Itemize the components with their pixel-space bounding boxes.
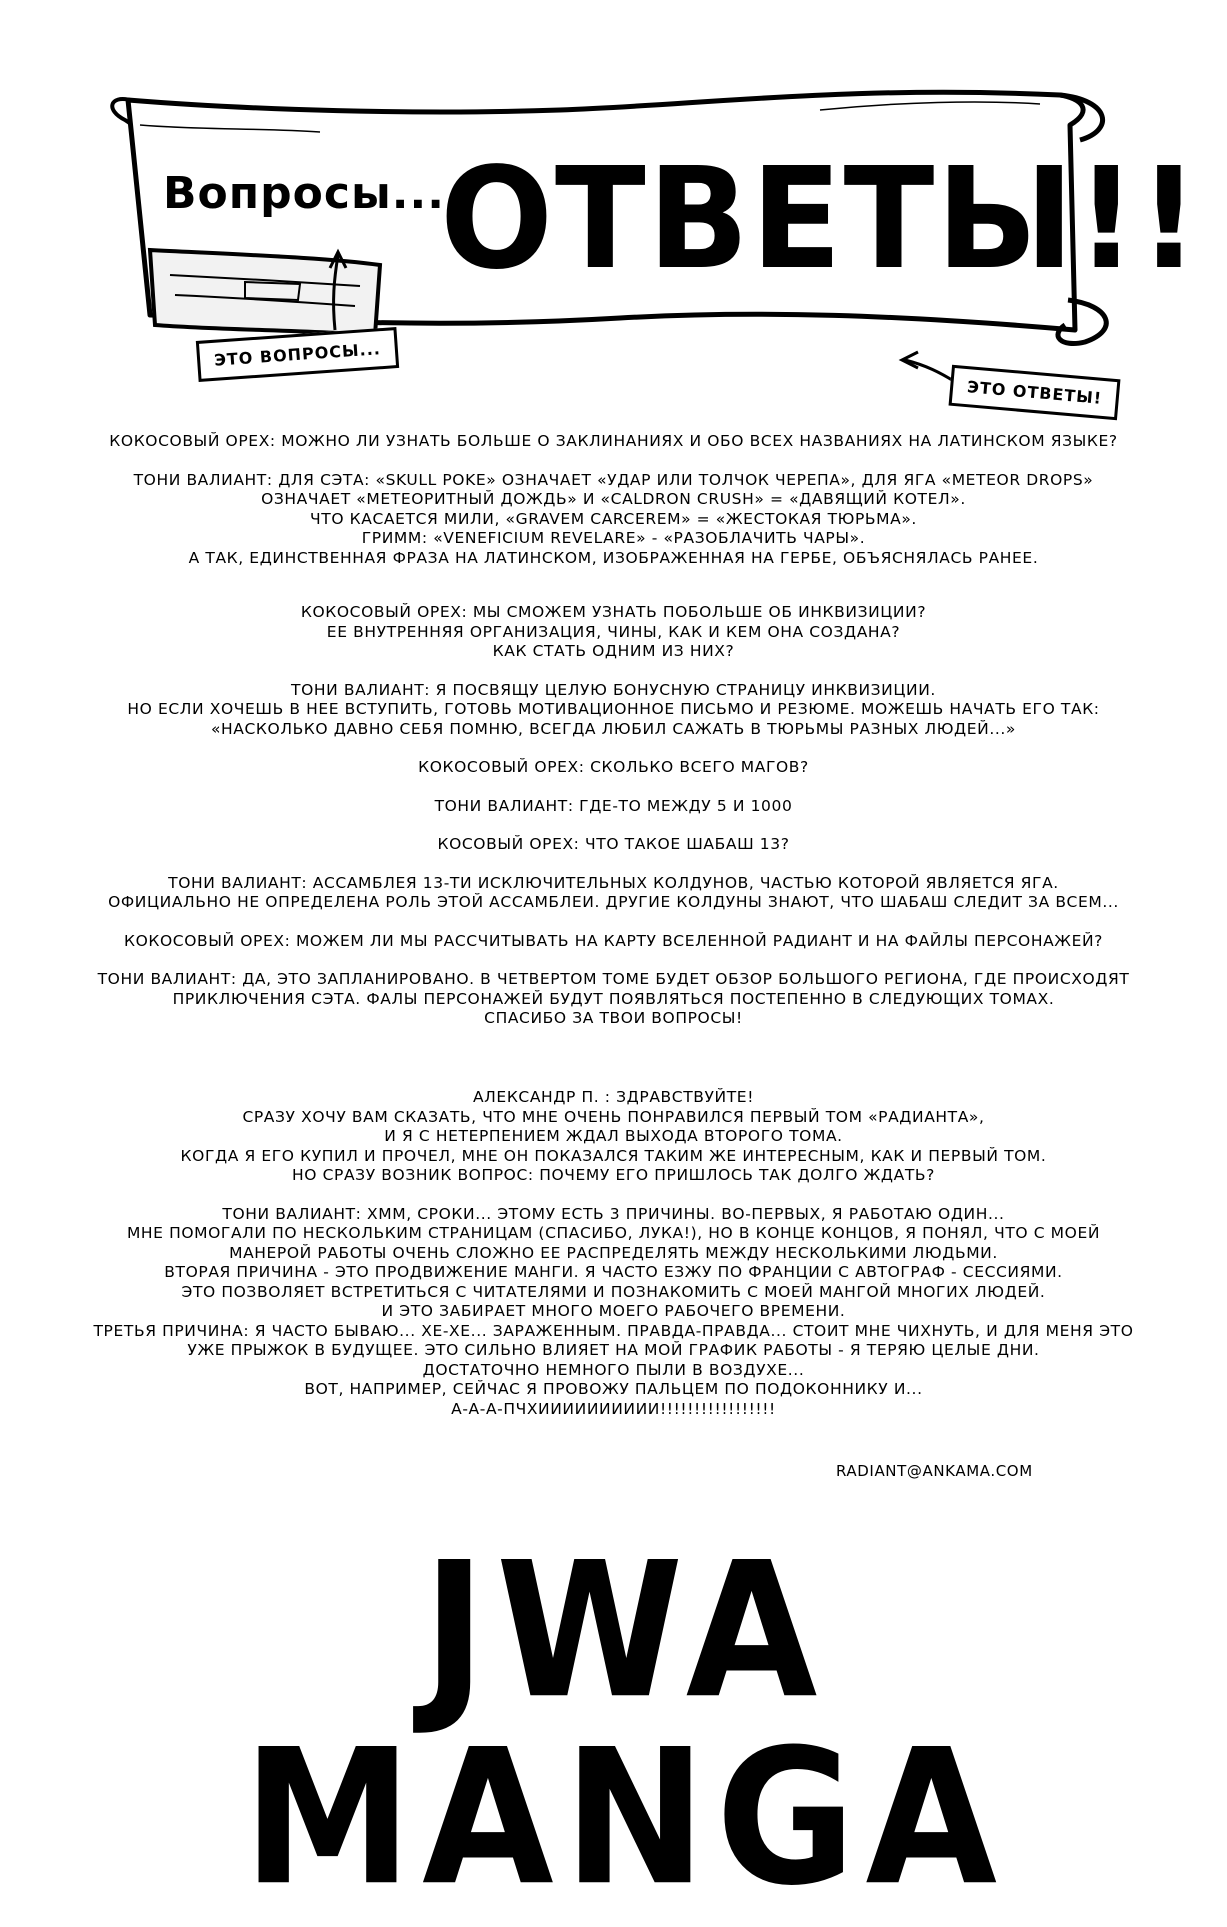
answer-mages: ТОНИ ВАЛИАНТ: ГДЕ-ТО МЕЖДУ 5 И 1000 (434, 796, 793, 815)
author-reply: ТОНИ ВАЛИАНТ: ХММ, СРОКИ... ЭТОМУ ЕСТЬ 3 ПРИЧИНЫ. ВО-ПЕРВЫХ, Я РАБОТАЮ ОДИН... МНЕ ПОМОГАЛИ ПО НЕСКОЛЬКИМ СТРАНИЦАМ (СПАСИБО, ЛУКА!), НО В КОНЦЕ КОНЦОВ, Я ПОНЯЛ, ЧТО С МОЕЙ МАНЕРОЙ РАБОТЫ ОЧЕНЬ СЛОЖНО ЕЕ РАСПРЕДЕЛЯТЬ МЕЖДУ НЕСКОЛЬКИМИ ЛЮДЬМИ. ВТОРАЯ ПРИЧИНА - ЭТО ПРОДВИЖЕНИЕ МАНГИ. Я ЧАСТО ЕЗЖУ ПО ФРАНЦИИ С АВТОГРАФ - СЕССИЯМИ. ЭТО ПОЗВОЛЯЕТ ВСТРЕТИТЬСЯ С ЧИТАТЕЛЯМИ И ПОЗНАКОМИТЬ С МОЕЙ МАНГОЙ МНОГИХ ЛЮДЕЙ. И ЭТО ЗАБИРАЕТ МНОГО МОЕГО РАБОЧЕГО ВРЕМЕНИ. ТРЕТЬЯ ПРИЧИНА: Я ЧАСТО БЫВАЮ... ХЕ-ХЕ... ЗАРАЖЕННЫМ. ПРАВДА-ПРАВДА... СТОИТ МНЕ ЧИХНУТЬ, И ДЛЯ МЕНЯ ЭТО УЖЕ ПРЫЖОК В БУДУЩЕЕ. ЭТО СИЛЬНО ВЛИЯЕТ НА МОЙ ГРАФИК РАБОТЫ - Я ТЕРЯЮ ЦЕЛЫЕ ДНИ. ДОСТАТОЧНО НЕМНОГО ПЫЛИ В ВОЗДУХЕ... ВОТ, НАПРИМЕР, СЕЙЧАС Я ПРОВОЖУ ПАЛЬЦЕМ ПО ПОДОКОННИКУ И... А-А-А-ПЧХИИИИИИИИИИ!!!!!!!!!!!!!!!!! (93, 1204, 1134, 1418)
answer-inquisition: ТОНИ ВАЛИАНТ: Я ПОСВЯЩУ ЦЕЛУЮ БОНУСНУЮ СТРАНИЦУ ИНКВИЗИЦИИ. НО ЕСЛИ ХОЧЕШЬ В НЕЕ ВСТУПИТЬ, ГОТОВЬ МОТИВАЦИОННОЕ ПИСЬМО И РЕЗЮМЕ. МОЖЕШЬ НАЧАТЬ ЕГО ТАК: «НАСКОЛЬКО ДАВНО СЕБЯ ПОМНЮ, ВСЕГДА ЛЮБИЛ САЖАТЬ В ТЮРЬМЫ РАЗНЫХ ЛЮДЕЙ...» (127, 680, 1100, 738)
qa-section-latin (0, 432, 1227, 587)
answer-map: ТОНИ ВАЛИАНТ: ДА, ЭТО ЗАПЛАНИРОВАНО. В ЧЕТВЕРТОМ ТОМЕ БУДЕТ ОБЗОР БОЛЬШОГО РЕГИОНА, ГДЕ ПРОИСХОДЯТ ПРИКЛЮЧЕНИЯ СЭТА. ФАЛЫ ПЕРСОНАЖЕЙ БУДУТ ПОЯВЛЯТЬСЯ ПОСТЕПЕННО В СЛЕДУЮЩИХ ТОМАХ. СПАСИБО ЗА ТВОИ ВОПРОСЫ! (97, 970, 1130, 1027)
question-latin: КОКОСОВЫЙ ОРЕХ: МОЖНО ЛИ УЗНАТЬ БОЛЬШЕ О ЗАКЛИНАНИЯХ И ОБО ВСЕХ НАЗВАНИЯХ НА ЛАТИНСКОМ ЯЗЫКЕ? (109, 432, 1118, 450)
contact-email: RADIANT@ANKAMA.COM (836, 1462, 1033, 1480)
header-banner (0, 0, 1227, 430)
qa-section-inquisition (0, 603, 1227, 1048)
question-mages: КОКОСОВЫЙ ОРЕХ: СКОЛЬКО ВСЕГО МАГОВ? (418, 758, 809, 776)
reader-letter: АЛЕКСАНДР П. : ЗДРАВСТВУЙТЕ! СРАЗУ ХОЧУ ВАМ СКАЗАТЬ, ЧТО МНЕ ОЧЕНЬ ПОНРАВИЛСЯ ПЕРВЫЙ ТОМ «РАДИАНТА», И Я С НЕТЕРПЕНИЕМ ЖДАЛ ВЫХОДА ВТОРОГО ТОМА. КОГДА Я ЕГО КУПИЛ И ПРОЧЕЛ, МНЕ ОН ПОКАЗАЛСЯ ТАКИМ ЖЕ ИНТЕРЕСНЫМ, КАК И ПЕРВЫЙ ТОМ. НО СРАЗУ ВОЗНИК ВОПРОС: ПОЧЕМУ ЕГО ПРИШЛОСЬ ТАК ДОЛГО ЖДАТЬ? (180, 1088, 1047, 1184)
banner-title-questions: Вопросы... (163, 168, 445, 219)
banner-title-answers: ОТВЕТЫ!! (440, 138, 1202, 301)
qa-section-letter (0, 1088, 1227, 1438)
answers-tag: ЭТО ОТВЕТЫ! (949, 365, 1121, 421)
question-map: КОКОСОВЫЙ ОРЕХ: МОЖЕМ ЛИ МЫ РАССЧИТЫВАТЬ НА КАРТУ ВСЕЛЕННОЙ РАДИАНТ И НА ФАЙЛЫ ПЕРСОНАЖЕЙ? (123, 931, 1104, 950)
question-inquisition: КОКОСОВЫЙ ОРЕХ: МЫ СМОЖЕМ УЗНАТЬ ПОБОЛЬШЕ ОБ ИНКВИЗИЦИИ? ЕЕ ВНУТРЕННЯЯ ОРГАНИЗАЦИЯ, ЧИНЫ, КАК И КЕМ ОНА СОЗДАНА? КАК СТАТЬ ОДНИМ ИЗ НИХ? (300, 603, 927, 660)
answer-sabbath: ТОНИ ВАЛИАНТ: АССАМБЛЕЯ 13-ТИ ИСКЛЮЧИТЕЛЬНЫХ КОЛДУНОВ, ЧАСТЬЮ КОТОРОЙ ЯВЛЯЕТСЯ ЯГА. ОФИЦИАЛЬНО НЕ ОПРЕДЕЛЕНА РОЛЬ ЭТОЙ АССАМБЛЕИ. ДРУГИЕ КОЛДУНЫ ЗНАЮТ, ЧТО ШАБАШ СЛЕДИТ ЗА ВСЕМ... (108, 873, 1119, 911)
question-sabbath: КОСОВЫЙ ОРЕХ: ЧТО ТАКОЕ ШАБАШ 13? (437, 835, 790, 853)
questions-tag: ЭТО ВОПРОСЫ... (196, 327, 399, 382)
jwa-manga-logo: JWA MANGA (242, 1522, 1008, 1927)
answer-latin: ТОНИ ВАЛИАНТ: ДЛЯ СЭТА: «SKULL POKE» ОЗНАЧАЕТ «УДАР ИЛИ ТОЛЧОК ЧЕРЕПА», ДЛЯ ЯГА «METEOR DROPS» ОЗНАЧАЕТ «МЕТЕОРИТНЫЙ ДОЖДЬ» И «CALDRON CRUSH» = «ДАВЯЩИЙ КОТЕЛ». ЧТО КАСАЕТСЯ МИЛИ, «GRAVEM CARCEREM» = «ЖЕСТОКАЯ ТЮРЬМА». ГРИММ: «VENEFICIUM REVELARE» - «РАЗОБЛАЧИТЬ ЧАРЫ». А ТАК, ЕДИНСТВЕННАЯ ФРАЗА НА ЛАТИНСКОМ, ИЗОБРАЖЕННАЯ НА ГЕРБЕ, ОБЪЯСНЯЛАСЬ РАНЕЕ. (133, 470, 1094, 567)
